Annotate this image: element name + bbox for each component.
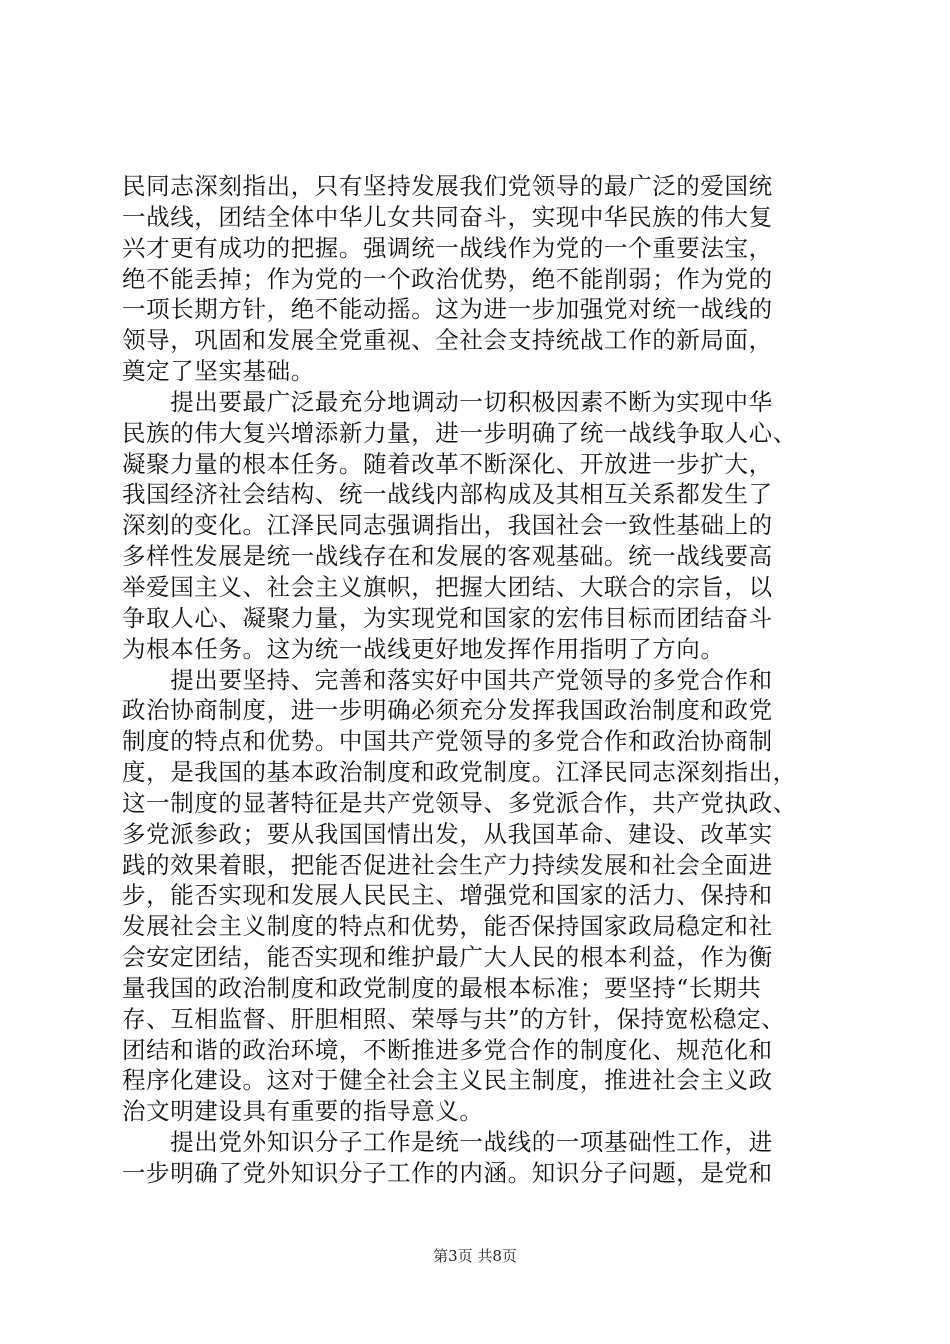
text-line: 争取人心、凝聚力量，为实现党和国家的宏伟目标而团结奋斗 (122, 603, 773, 632)
text-line: 这一制度的显著特征是共产党领导、多党派合作，共产党执政、 (122, 788, 797, 817)
text-line: 发展社会主义制度的特点和优势，能否保持国家政局稳定和社 (122, 912, 773, 941)
text-line: 提出要坚持、完善和落实好中国共产党领导的多党合作和 (122, 665, 773, 694)
text-line: 团结和谐的政治环境，不断推进多党合作的制度化、规范化和 (122, 1035, 773, 1064)
text-line: 一步明确了党外知识分子工作的内涵。知识分子问题，是党和 (122, 1159, 773, 1187)
text-line: 奠定了坚实基础。 (122, 357, 315, 386)
text-line: 度，是我国的基本政治制度和政党制度。江泽民同志深刻指出， (122, 758, 797, 787)
text-line: 领导，巩固和发展全党重视、全社会支持统战工作的新局面， (122, 326, 773, 355)
text-line: 深刻的变化。江泽民同志强调指出，我国社会一致性基础上的 (122, 511, 773, 540)
text-line: 凝聚力量的根本任务。随着改革不断深化、开放进一步扩大， (122, 449, 773, 478)
text-line: 政治协商制度，进一步明确必须充分发挥我国政治制度和政党 (122, 696, 773, 725)
text-line: 存、互相监督、肝胆相照、荣辱与共”的方针，保持宽松稳定、 (122, 1004, 786, 1033)
text-line: 一战线，团结全体中华儿女共同奋斗，实现中华民族的伟大复 (122, 202, 773, 231)
body-text (122, 171, 838, 1189)
text-line: 绝不能丢掉；作为党的一个政治优势，绝不能削弱；作为党的 (122, 264, 773, 293)
text-line: 民同志深刻指出，只有坚持发展我们党领导的最广泛的爱国统 (122, 172, 773, 200)
page-footer (0, 1245, 950, 1266)
text-line: 程序化建设。这对于健全社会主义民主制度，推进社会主义政 (122, 1066, 773, 1095)
text-line: 治文明建设具有重要的指导意义。 (122, 1097, 484, 1126)
text-line: 量我国的政治制度和政党制度的最根本标准；要坚持“长期共 (122, 973, 762, 1002)
text-line: 践的效果着眼，把能否促进社会生产力持续发展和社会全面进 (122, 850, 773, 879)
text-line: 我国经济社会结构、统一战线内部构成及其相互关系都发生了 (122, 480, 773, 509)
text-line: 兴才更有成功的把握。强调统一战线作为党的一个重要法宝， (122, 233, 773, 262)
text-line: 会安定团结，能否实现和维护最广大人民的根本利益，作为衡 (122, 943, 773, 972)
text-line: 制度的特点和优势。中国共产党领导的多党合作和政治协商制 (122, 727, 773, 756)
text-line: 提出党外知识分子工作是统一战线的一项基础性工作，进 (122, 1128, 773, 1157)
page-number-label: 第3页 共8页 (433, 1247, 517, 1265)
text-line: 提出要最广泛最充分地调动一切积极因素不断为实现中华 (122, 387, 773, 416)
text-line: 举爱国主义、社会主义旗帜，把握大团结、大联合的宗旨，以 (122, 572, 773, 601)
text-line: 为根本任务。这为统一战线更好地发挥作用指明了方向。 (122, 634, 725, 663)
text-line: 多样性发展是统一战线存在和发展的客观基础。统一战线要高 (122, 542, 773, 571)
text-line: 一项长期方针，绝不能动摇。这为进一步加强党对统一战线的 (122, 295, 773, 324)
text-line: 步，能否实现和发展人民民主、增强党和国家的活力、保持和 (122, 881, 773, 910)
text-line: 多党派参政；要从我国国情出发，从我国革命、建设、改革实 (122, 819, 773, 848)
text-line: 民族的伟大复兴增添新力量，进一步明确了统一战线争取人心、 (122, 418, 797, 447)
